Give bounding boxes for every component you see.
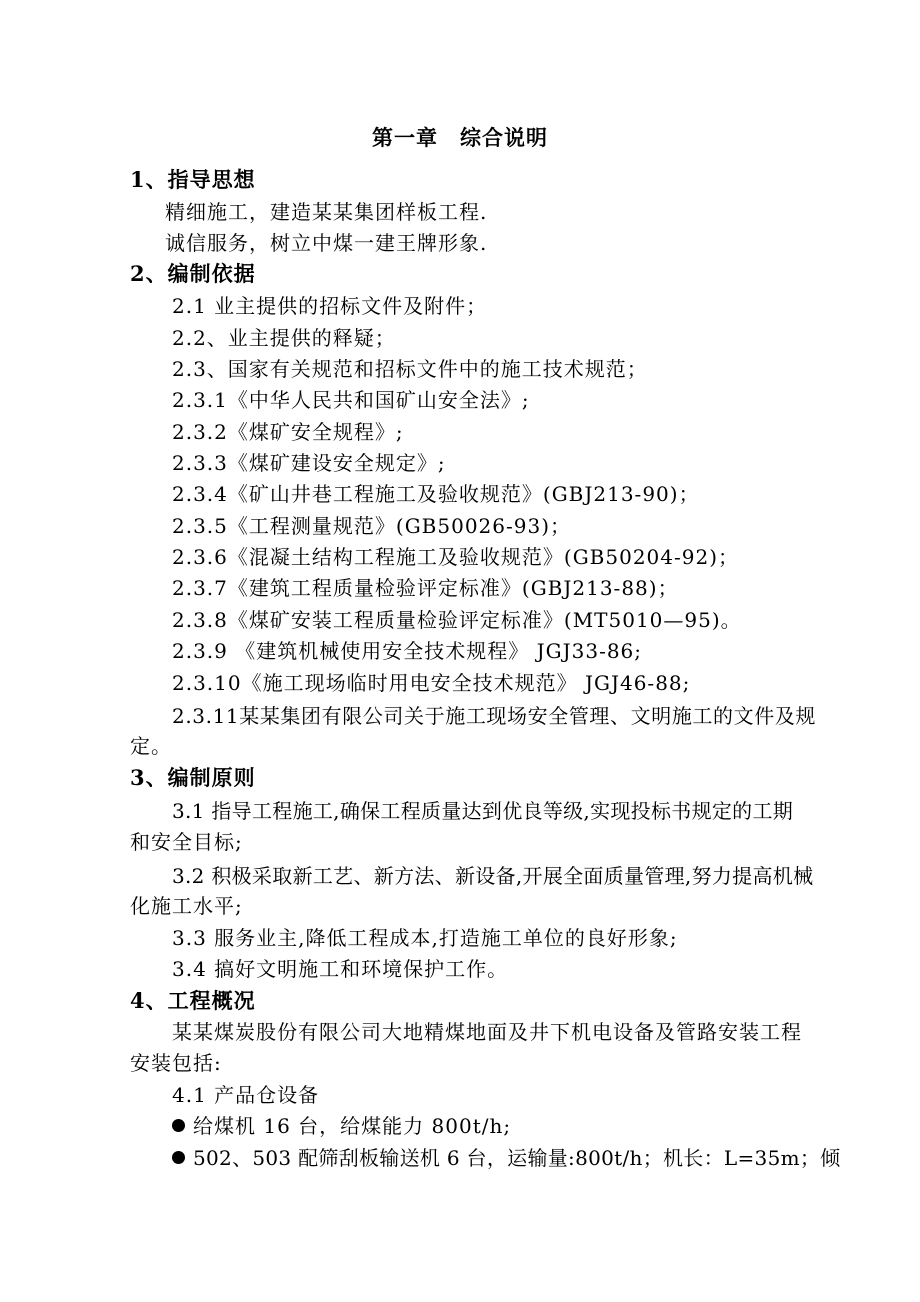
list-item: 2.3.3《煤矿建设安全规定》; <box>172 451 446 475</box>
paragraph: 诚信服务，树立中煤一建王牌形象. <box>165 231 488 255</box>
bullet-item <box>172 1145 840 1171</box>
section-4-heading: 4、工程概况 <box>130 988 256 1013</box>
paragraph: 3.3 服务业主,降低工程成本,打造施工单位的良好形象; <box>172 926 678 950</box>
list-item: 2.3.11某某集团有限公司关于施工现场安全管理、文明施工的文件及规 <box>172 704 817 728</box>
list-item: 2.3.4《矿山井巷工程施工及验收规范》(GBJ213-90)； <box>172 482 700 506</box>
paragraph: 3.4 搞好文明施工和环境保护工作。 <box>172 957 509 981</box>
bullet-text: 给煤机 16 台，给煤能力 800t/h; <box>193 1114 512 1138</box>
subsection-heading: 4.1 产品仓设备 <box>172 1083 320 1107</box>
paragraph: 3.2 积极采取新工艺、新方法、新设备,开展全面质量管理,努力提高机械 <box>172 864 814 888</box>
list-item: 2.2、业主提供的释疑； <box>172 326 396 350</box>
list-item-continuation: 定。 <box>130 734 172 758</box>
list-item: 2.3.6《混凝土结构工程施工及验收规范》(GB50204-92)； <box>172 545 739 569</box>
bullet-icon <box>172 1119 185 1132</box>
list-item: 2.3.2《煤矿安全规程》; <box>172 420 404 444</box>
list-item: 2.3、国家有关规范和招标文件中的施工技术规范； <box>172 357 648 381</box>
bullet-text: 502、503 配筛刮板输送机 6 台，运输量:800t/h；机长：L=35m；倾 <box>193 1146 841 1170</box>
section-2-heading: 2、编制依据 <box>130 261 256 286</box>
paragraph-continuation: 安装包括: <box>130 1051 222 1075</box>
paragraph: 3.1 指导工程施工,确保工程质量达到优良等级,实现投标书规定的工期 <box>172 799 794 823</box>
paragraph: 精细施工，建造某某集团样板工程. <box>165 200 488 224</box>
list-item: 2.3.8《煤矿安装工程质量检验评定标准》(MT5010—95)。 <box>172 608 742 632</box>
list-item: 2.1 业主提供的招标文件及附件； <box>172 294 488 318</box>
list-item: 2.3.7《建筑工程质量检验评定标准》(GBJ213-88)； <box>172 576 679 600</box>
list-item: 2.3.1《中华人民共和国矿山安全法》; <box>172 388 530 412</box>
list-item: 2.3.9 《建筑机械使用安全技术规程》 JGJ33-86; <box>172 639 643 663</box>
paragraph-continuation: 化施工水平; <box>130 894 243 918</box>
paragraph-continuation: 和安全目标; <box>130 830 243 854</box>
list-item: 2.3.10《施工现场临时用电安全技术规范》 JGJ46-88; <box>172 671 691 695</box>
bullet-item <box>172 1113 511 1139</box>
list-item: 2.3.5《工程测量规范》(GB50026-93)； <box>172 514 571 538</box>
bullet-icon <box>172 1151 185 1164</box>
section-3-heading: 3、编制原则 <box>130 765 256 790</box>
chapter-title: 第一章 综合说明 <box>372 125 548 150</box>
section-1-heading: 1、指导思想 <box>130 167 256 192</box>
paragraph: 某某煤炭股份有限公司大地精煤地面及井下机电设备及管路安装工程 <box>172 1020 802 1044</box>
